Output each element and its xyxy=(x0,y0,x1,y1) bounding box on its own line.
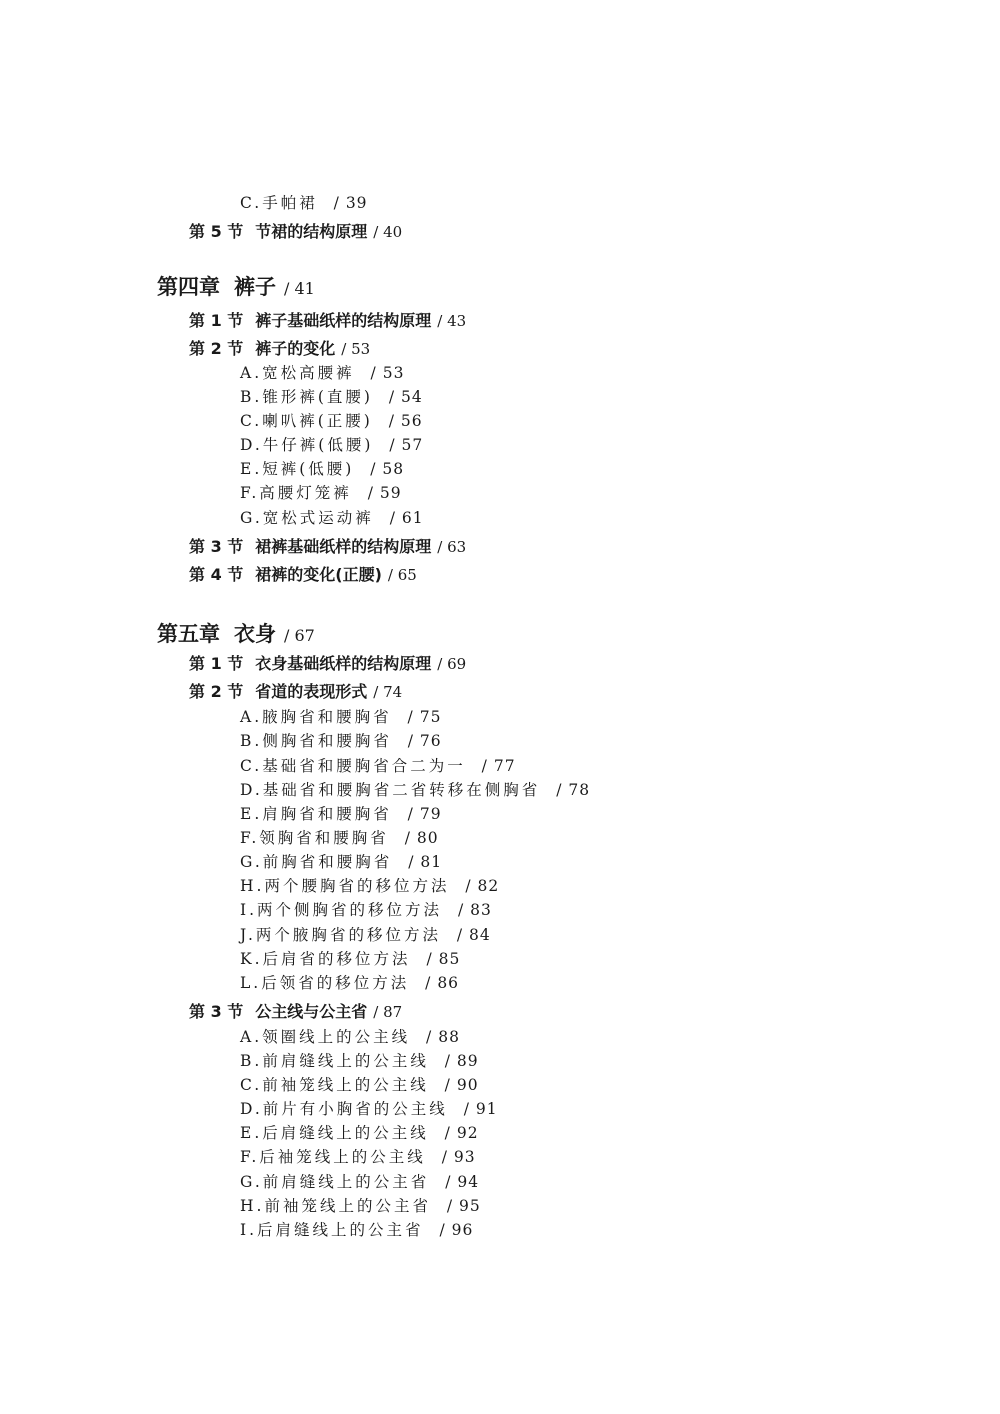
toc-section xyxy=(189,539,466,555)
toc-item xyxy=(240,879,499,895)
toc-item xyxy=(240,1126,479,1142)
toc-item xyxy=(240,1102,498,1118)
toc-page-value: 82 xyxy=(477,877,500,895)
toc-page-number xyxy=(383,412,423,430)
toc-page-number xyxy=(383,436,423,454)
toc-item-label: F.高腰灯笼裤 xyxy=(240,484,352,502)
toc-separator: / xyxy=(398,829,417,847)
toc-page-value: 86 xyxy=(437,974,460,992)
toc-item xyxy=(240,390,423,406)
toc-item xyxy=(240,366,404,382)
toc-item-label: E.短裤(低腰) xyxy=(240,460,355,478)
toc-separator: / xyxy=(450,926,470,944)
toc-separator: / xyxy=(402,853,421,871)
toc-separator: / xyxy=(373,223,384,241)
toc-page-number xyxy=(364,460,404,478)
toc-item-label: G.前胸省和腰胸省 xyxy=(240,853,393,871)
toc-separator: / xyxy=(373,1003,384,1021)
toc-page-number xyxy=(451,926,491,944)
toc-page-value: 63 xyxy=(447,538,467,556)
toc-item-label: C.前袖笼线上的公主线 xyxy=(240,1076,429,1094)
toc-page-value: 95 xyxy=(459,1197,481,1215)
toc-page-number xyxy=(399,829,439,847)
toc-page-value: 78 xyxy=(568,781,591,799)
toc-page-value: 53 xyxy=(351,340,371,358)
toc-page-value: 94 xyxy=(457,1173,480,1191)
toc-page-value: 53 xyxy=(382,364,405,382)
toc-page-value: 39 xyxy=(345,194,368,212)
toc-page-value: 58 xyxy=(382,460,405,478)
toc-page-value: 92 xyxy=(456,1124,479,1142)
toc-section-label: 第 2 节 xyxy=(189,682,244,701)
toc-page-value: 79 xyxy=(419,805,442,823)
toc-separator: / xyxy=(475,757,494,775)
toc-item-label: A.领圈线上的公主线 xyxy=(240,1028,411,1046)
toc-item-label: G.前肩缝线上的公主省 xyxy=(240,1173,430,1191)
toc-page-value: 69 xyxy=(447,655,467,673)
toc-item-label: F.后袖笼线上的公主线 xyxy=(240,1148,426,1166)
toc-item xyxy=(240,486,402,502)
toc-item xyxy=(240,734,442,750)
toc-page-value: 40 xyxy=(383,223,403,241)
toc-item xyxy=(240,196,368,212)
toc-section xyxy=(189,341,370,357)
toc-page-number xyxy=(384,509,424,527)
toc-page-value: 74 xyxy=(383,683,403,701)
toc-section-title: 省道的表现形式 xyxy=(255,682,368,701)
toc-page-number xyxy=(402,708,442,726)
toc-item xyxy=(240,1150,476,1166)
toc-item xyxy=(240,1199,481,1215)
toc-separator: / xyxy=(440,1197,460,1215)
toc-section-label: 第 4 节 xyxy=(189,565,244,584)
toc-page-value: 41 xyxy=(294,279,315,298)
toc-item-label: L.后领省的移位方法 xyxy=(240,974,410,992)
toc-section-label: 第 5 节 xyxy=(189,222,244,241)
toc-page-value: 88 xyxy=(438,1028,460,1046)
toc-section xyxy=(189,313,466,329)
toc-page-number xyxy=(439,1052,479,1070)
toc-page-value: 61 xyxy=(401,509,424,527)
toc-item xyxy=(240,511,424,527)
toc-section-title: 公主线与公主省 xyxy=(255,1002,368,1021)
toc-item-label: D.前片有小胸省的公主线 xyxy=(240,1100,448,1118)
toc-item xyxy=(240,1054,479,1070)
toc-page-number xyxy=(458,1100,498,1118)
toc-page-value: 43 xyxy=(447,312,467,330)
toc-section-label: 第 1 节 xyxy=(189,654,244,673)
toc-page-value: 93 xyxy=(453,1148,476,1166)
toc-page-value: 83 xyxy=(470,901,492,919)
toc-separator: / xyxy=(550,781,569,799)
toc-page-value: 59 xyxy=(379,484,402,502)
toc-page-value: 54 xyxy=(401,388,423,406)
toc-page-number xyxy=(420,1028,460,1046)
toc-separator: / xyxy=(383,509,402,527)
toc-page-number xyxy=(388,566,417,584)
toc-page-number xyxy=(402,853,442,871)
toc-page-value: 57 xyxy=(401,436,424,454)
toc-separator: / xyxy=(419,974,438,992)
toc-item xyxy=(240,855,442,871)
toc-page-value: 67 xyxy=(294,626,315,645)
toc-separator: / xyxy=(433,1221,452,1239)
toc-item xyxy=(240,1175,479,1191)
toc-page-number xyxy=(328,194,368,212)
toc-chapter xyxy=(157,277,315,298)
toc-page-number xyxy=(373,223,402,241)
toc-page-number xyxy=(402,732,442,750)
toc-item xyxy=(240,414,423,430)
toc-item-label: G.宽松式运动裤 xyxy=(240,509,374,527)
toc-section xyxy=(189,656,466,672)
toc-section xyxy=(189,567,417,583)
toc-page-number xyxy=(436,1148,476,1166)
toc-item-label: F.领胸省和腰胸省 xyxy=(240,829,389,847)
toc-section xyxy=(189,684,402,700)
toc-chapter-label: 第五章 xyxy=(157,622,220,646)
toc-page-number xyxy=(402,805,442,823)
toc-page-value: 81 xyxy=(420,853,443,871)
toc-section xyxy=(189,1004,402,1020)
toc-separator: / xyxy=(341,340,352,358)
toc-section-label: 第 3 节 xyxy=(189,1002,244,1021)
toc-item xyxy=(240,903,492,919)
toc-page-number xyxy=(459,877,499,895)
toc-separator: / xyxy=(420,950,439,968)
toc-separator: / xyxy=(420,1028,439,1046)
toc-item xyxy=(240,952,460,968)
toc-item xyxy=(240,1030,460,1046)
toc-page-value: 77 xyxy=(493,757,516,775)
toc-page-value: 85 xyxy=(438,950,461,968)
toc-item-label: J.两个腋胸省的移位方法 xyxy=(240,926,441,944)
toc-section-title: 裤子的变化 xyxy=(255,339,336,358)
toc-page-value: 80 xyxy=(416,829,439,847)
toc-separator: / xyxy=(401,805,420,823)
toc-page-value: 89 xyxy=(456,1052,479,1070)
toc-separator: / xyxy=(284,626,295,645)
toc-item-label: B.侧胸省和腰胸省 xyxy=(240,732,392,750)
toc-page-value: 75 xyxy=(419,708,442,726)
toc-separator: / xyxy=(382,412,401,430)
toc-separator: / xyxy=(327,194,346,212)
toc-separator: / xyxy=(437,655,448,673)
toc-page-number xyxy=(476,757,516,775)
toc-page-value: 76 xyxy=(419,732,442,750)
toc-page-number xyxy=(439,1124,479,1142)
toc-item-label: I.后肩缝线上的公主省 xyxy=(240,1221,424,1239)
toc-page-value: 84 xyxy=(469,926,491,944)
toc-section-label: 第 2 节 xyxy=(189,339,244,358)
toc-section-title: 裤子基础纸样的结构原理 xyxy=(255,311,432,330)
toc-page-number xyxy=(439,1173,479,1191)
toc-page-value: 91 xyxy=(475,1100,498,1118)
toc-separator: / xyxy=(437,538,448,556)
toc-page-number xyxy=(373,1003,402,1021)
toc-section xyxy=(189,224,402,240)
toc-item xyxy=(240,807,442,823)
toc-item-label: H.前袖笼线上的公主省 xyxy=(240,1197,431,1215)
toc-section-title: 裙裤基础纸样的结构原理 xyxy=(255,537,432,556)
toc-chapter-title: 裤子 xyxy=(234,275,276,299)
toc-item xyxy=(240,710,441,726)
toc-item-label: K.后肩省的移位方法 xyxy=(240,950,411,968)
toc-separator: / xyxy=(401,732,420,750)
toc-separator: / xyxy=(457,1100,476,1118)
toc-item xyxy=(240,438,423,454)
toc-item-label: E.肩胸省和腰胸省 xyxy=(240,805,392,823)
toc-separator: / xyxy=(383,436,402,454)
toc-item-label: D.牛仔裤(低腰) xyxy=(240,436,374,454)
toc-page-number xyxy=(284,279,315,298)
toc-separator: / xyxy=(438,1124,457,1142)
toc-section-title: 节裙的结构原理 xyxy=(255,222,368,241)
toc-item-label: H.两个腰胸省的移位方法 xyxy=(240,877,450,895)
toc-page-number xyxy=(373,683,402,701)
toc-separator: / xyxy=(401,708,420,726)
toc-chapter xyxy=(157,624,315,645)
toc-separator: / xyxy=(459,877,478,895)
toc-section-label: 第 1 节 xyxy=(189,311,244,330)
toc-item xyxy=(240,462,404,478)
toc-page-number xyxy=(365,364,405,382)
toc-section-label: 第 3 节 xyxy=(189,537,244,556)
toc-page-number xyxy=(437,538,466,556)
toc-separator: / xyxy=(439,1173,458,1191)
toc-page-number xyxy=(362,484,402,502)
toc-item-label: A.腋胸省和腰胸省 xyxy=(240,708,392,726)
toc-item-label: B.前肩缝线上的公主线 xyxy=(240,1052,429,1070)
toc-separator: / xyxy=(438,1052,457,1070)
toc-separator: / xyxy=(382,388,401,406)
toc-separator: / xyxy=(435,1148,454,1166)
toc-separator: / xyxy=(438,1076,457,1094)
toc-page-value: 90 xyxy=(456,1076,479,1094)
toc-separator: / xyxy=(364,460,383,478)
toc-item xyxy=(240,928,491,944)
toc-separator: / xyxy=(387,566,398,584)
toc-separator: / xyxy=(452,901,471,919)
toc-item xyxy=(240,1078,479,1094)
toc-page-number xyxy=(383,388,423,406)
toc-page-number xyxy=(437,655,466,673)
toc-page-number xyxy=(439,1076,479,1094)
toc-chapter-label: 第四章 xyxy=(157,275,220,299)
toc-separator: / xyxy=(373,683,384,701)
toc-item-label: C.基础省和腰胸省合二为一 xyxy=(240,757,466,775)
toc-separator: / xyxy=(364,364,383,382)
toc-item xyxy=(240,1223,473,1239)
toc-page-value: 87 xyxy=(383,1003,403,1021)
toc-page-value: 65 xyxy=(397,566,417,584)
toc-item-label: I.两个侧胸省的移位方法 xyxy=(240,901,443,919)
toc-page-value: 96 xyxy=(451,1221,474,1239)
toc-item xyxy=(240,783,590,799)
toc-page-number xyxy=(434,1221,474,1239)
toc-item-label: D.基础省和腰胸省二省转移在侧胸省 xyxy=(240,781,541,799)
toc-page-number xyxy=(284,626,315,645)
toc-item xyxy=(240,831,439,847)
toc-page-number xyxy=(341,340,370,358)
toc-separator: / xyxy=(361,484,380,502)
toc-item-label: C.喇叭裤(正腰) xyxy=(240,412,373,430)
toc-page-value: 56 xyxy=(400,412,423,430)
toc-page-number xyxy=(452,901,492,919)
toc-item xyxy=(240,759,516,775)
toc-chapter-title: 衣身 xyxy=(234,622,276,646)
toc-section-title: 衣身基础纸样的结构原理 xyxy=(255,654,432,673)
toc-item-label: C.手帕裙 xyxy=(240,194,318,212)
toc-item xyxy=(240,976,459,992)
toc-item-label: B.锥形裤(直腰) xyxy=(240,388,373,406)
toc-page-number xyxy=(550,781,590,799)
toc-page-number xyxy=(419,974,459,992)
toc-item-label: E.后肩缝线上的公主线 xyxy=(240,1124,429,1142)
toc-page-number xyxy=(437,312,466,330)
toc-page-number xyxy=(441,1197,481,1215)
toc-separator: / xyxy=(437,312,448,330)
toc-separator: / xyxy=(284,279,295,298)
toc-item-label: A.宽松高腰裤 xyxy=(240,364,355,382)
toc-page-number xyxy=(421,950,461,968)
toc-section-title: 裙裤的变化(正腰) xyxy=(255,565,382,584)
